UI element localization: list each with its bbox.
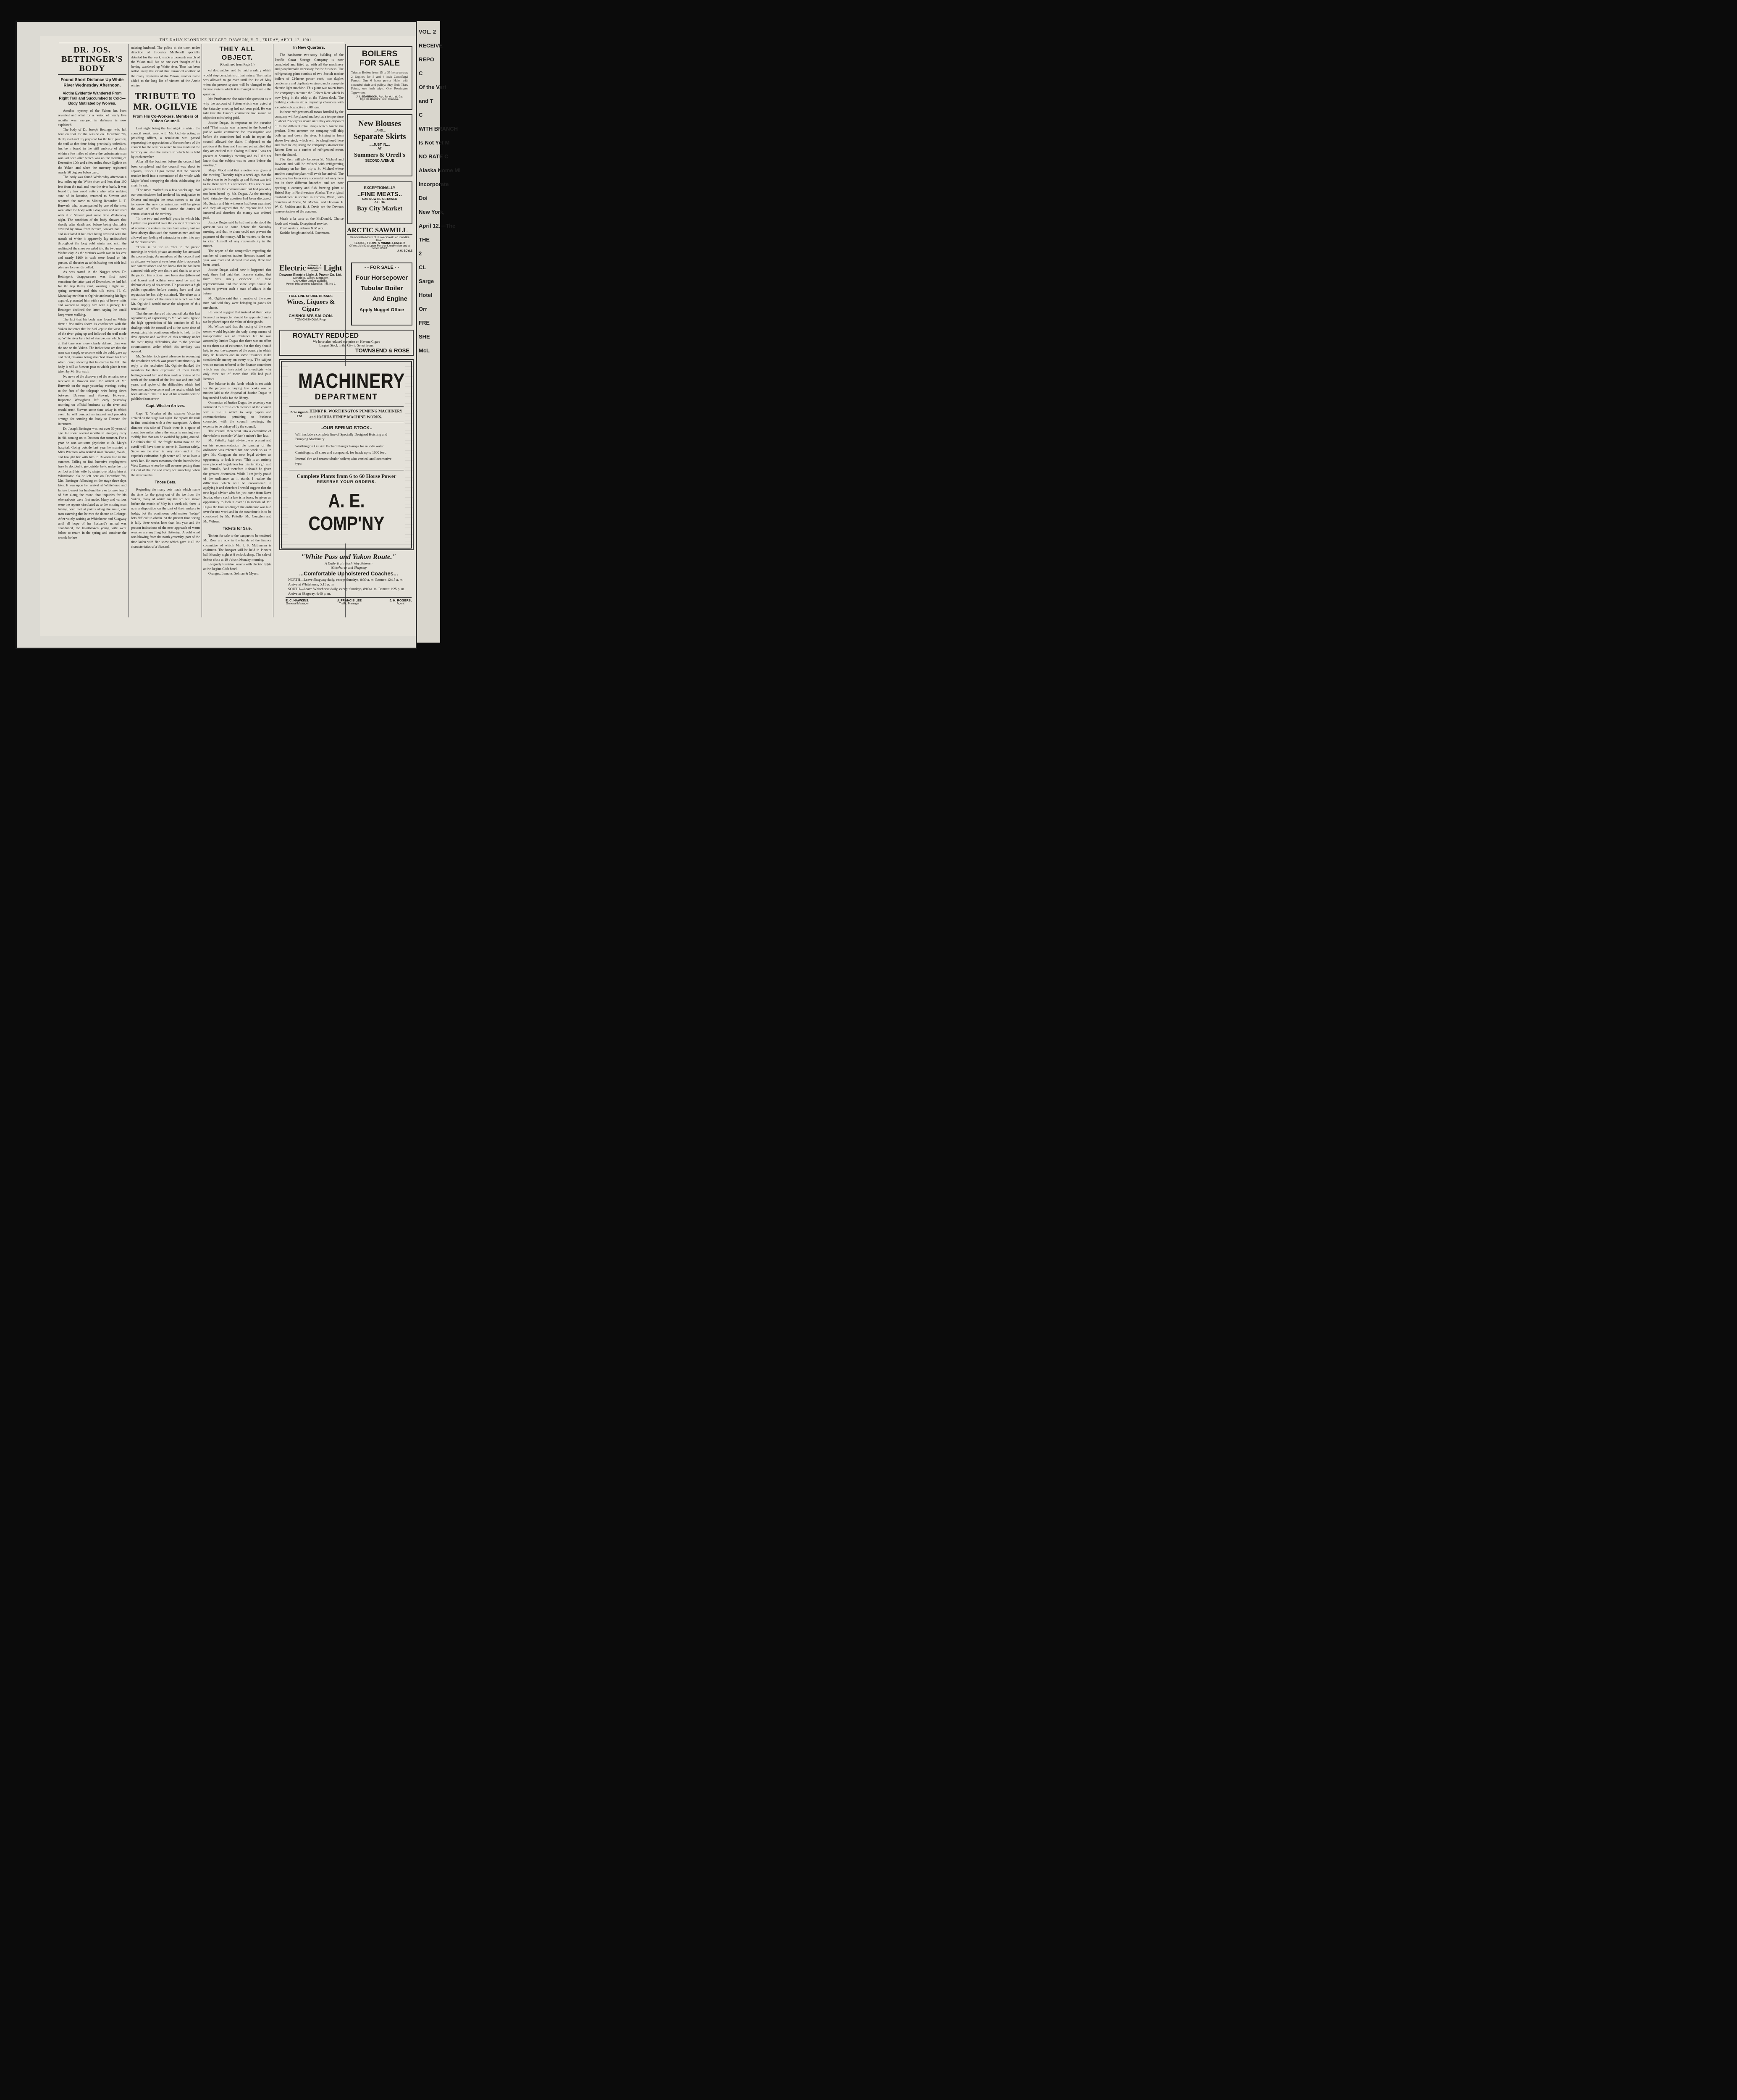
continued-note: (Continued from Page 1.)	[220, 63, 255, 66]
forsale-l3: Tubular Boiler	[360, 285, 403, 292]
machinery-s3: Centrifugals, all sizes and compound, for heads up to 1000 feet.	[295, 450, 386, 454]
ad-electric-light	[277, 264, 344, 289]
whitepass-l3: ...Comfortable Upholstered Coaches...	[299, 570, 398, 577]
royalty-l2: Largest Stock in the City to Select from.	[319, 344, 374, 347]
deck-ogilvie: From His Co-Workers, Members of Yukon Council.	[132, 114, 199, 123]
paragraph: ed dog catcher and be paid a salary which would stop complaints of that nature. The matter was allowed to go over until the 1st of May when the present system will be changed to the license system which it is thought will settle the question.	[203, 68, 271, 96]
machinery-s2: Worthington Outside Packed Plunger Pumps for muddy water.	[295, 444, 385, 448]
adjacent-page-fragment: Alaska Nome Mi	[419, 167, 461, 173]
sawmill-title: ARCTIC SAWMILL	[347, 227, 412, 235]
machinery-dept: DEPARTMENT	[315, 393, 378, 402]
boilers-addr: Opp. Dr. Bourke's Hotel, Third Ave.	[360, 98, 399, 101]
electric-company: Dawson Electric Light & Power Co. Ltd.	[279, 273, 342, 277]
boilers-text: Tubular Boilers from 15 to 35 horse power; 2 Engines for 5 and 6 inch Centrifugal Pumps; One 6 horse power Hoist with extended shaft and pulley; Stay Bolt Thaw Points, one inch pipe. One Remington Typewriter.	[351, 71, 408, 94]
paragraph: After all the business before the council had been completed and the council was about to adjourn, Justice Dugas moved that the council resolve itself into a committee of the whole with Major Wood occupying the chair. Addressing the chair he said:	[131, 160, 200, 187]
chisholm-line2: Wines, Liquors & Cigars	[286, 299, 335, 312]
chisholm-line1: FULL LINE CHOICE BRANDS	[289, 294, 333, 298]
machinery-sole: Sole Agents For	[290, 410, 309, 418]
paragraph: Justice Dugas asked how it happened that only three had paid their licenses stating that there was surely evidence of false representations and that some steps should be taken to prevent such a state of affairs in the future.	[203, 268, 271, 296]
adjacent-page-fragment: VOL. 2	[419, 29, 436, 35]
paragraph: The council then went into a committee of the whole to consider Wilson's miner's lien law.	[203, 429, 271, 438]
electric-manager: Donald B. Olson, Manager.	[293, 277, 329, 280]
meats-l4: AT THE	[374, 201, 385, 204]
adjacent-page-fragment: WITH BRANCH	[419, 126, 458, 132]
column-3	[203, 45, 271, 576]
adjacent-page-fragment: April 12.—The	[419, 223, 456, 229]
paragraph: The body was found Wednesday afternoon a few miles up the White river and less than 100 feet from the trail and near the river bank. It was found by two wood cutters who, after making sure of its location, returned to Stewart and reported the same to Mining Recorder L. T. Burwash who, accompanied by one of the men, went after the body with a dog team and returned with it to Stewart post some time Wednesday night. The condition of the body showed that shortly after death and before being charitably covered by snow from heaven, wolves had torn and mutilated it but after being covered with the mantle of white it apparently lay undisturbed throughout the long cold winter and until the melting of the snow revealed it to the two men on Wednesday. As the victim's watch was in his vest and nearly $100 in cash were found on his person, all theories as to his having met with foul play are forever dispelled.	[58, 175, 126, 269]
adjacent-page-fragment: Incorporate	[419, 181, 449, 187]
summers-l2: ...AND...	[373, 129, 386, 132]
whitepass-title: "White Pass and Yukon Route."	[301, 553, 396, 561]
adjacent-page-fragment: C	[419, 70, 423, 76]
paragraph: He would suggest that instead of their being licensed an inspector should be appointed and a tax be placed upon the value of their goods.	[203, 310, 271, 324]
adjacent-page-fragment: RECEIVE	[419, 42, 443, 49]
article-bettinger-body	[58, 108, 126, 540]
ad-bay-city-market	[347, 181, 412, 224]
headline-bettinger: DR. JOS. BETTINGER'S BODY	[58, 45, 126, 75]
adjacent-page-fragment: Orr	[419, 306, 428, 312]
adjacent-page-fragment: REPO	[419, 56, 434, 63]
meats-l2: ..FINE MEATS..	[357, 191, 402, 198]
headline-new-quarters: In New Quarters.	[293, 45, 325, 50]
paragraph: The report of the comptroller regarding the number of transient traders licenses issued last year was read and showed that only three had been issued.	[203, 249, 271, 267]
forsale-l1: - - FOR SALE - -	[364, 265, 399, 270]
meats-l3: CAN NOW BE OBTAINED	[362, 198, 397, 201]
paragraph: The fact that his body was found on White river a few miles above its confluence with the Yukon indicates that he had kept to the west side of the river going up and followed the trail made up White river by a lot of stampeders which trail at that time was more clearly defined than was the one on the Yukon. The indications are that the man was simply overcome with the cold, gave up and died, his arms being stretched above his head when found, showing that he died as he fell. The body is still at Stewart post to which place it was taken by Mr. Burwash.	[58, 318, 126, 374]
paragraph: In these refrigerators all meats handled by the company will be placed and kept at a temperature of about 20 degrees above until they are disposed of to the different retail shops which handle the product. Next summer the company will ship both up and down the river, bringing in from above live stock which will be slaughtered here and from below, using the company's steamer the Robert Kerr as a carrier of refrigerated meats from the Sound.	[275, 110, 344, 157]
adjacent-page-fragment: SHE	[419, 333, 430, 340]
paragraph: No news of the discovery of the remains were received in Dawson until the arrival of Mr. Burwash on the stage yesterday evening, owing to the fact of the telegraph wire being down between Dawson and Stewart. However, Inspector Wroughton left early yesterday morning on official business up the river and would reach Stewart some time today in which event he will conduct an inquest and probably arrange for sending the body to Dawson for interment.	[58, 374, 126, 426]
paragraph: The balance in the funds which is set aside for the purpose of buying law books was on motion laid at the disposal of Justice Dugas to buy needed books for the library.	[203, 381, 271, 400]
adjacent-page-strip	[416, 21, 461, 643]
machinery-s1: Will include a complete line of Specially Designed Hoisting and Pumping Machinery.	[295, 432, 387, 441]
article-quarters-body	[275, 52, 344, 214]
subhead-bets: Those Bets.	[155, 480, 176, 484]
subhead-tickets: Tickets for Sale.	[223, 526, 252, 530]
machinery-title: MACHINERY	[298, 369, 405, 393]
column-2	[131, 45, 200, 549]
paragraph: Another mystery of the Yukon has been revealed and what for a period of nearly five months was wrapped in darkness is now explained.	[58, 109, 126, 127]
ad-chisholm	[277, 292, 344, 320]
paragraph: Last night being the last night in which the council would meet with Mr. Ogilvie acting as presiding officer, a resolution was passed expressing the appreciation of the members of the council for the services which he has rendered the territory and also the esteem in which he is held by each member.	[131, 126, 200, 159]
whitepass-t2: Traffic Manager	[339, 602, 360, 605]
adjacent-page-fragment: Doi	[419, 195, 428, 201]
notice-oranges: Oranges, Lemons. Selman & Myers.	[208, 572, 259, 576]
adjacent-page-fragment: FRE	[419, 320, 430, 326]
article-whalen-body: Capt. T. Whalen of the steamer Victorian arrived on the stage last night. He reports the trail in fine condition with a few exceptions. A short distance this side of Thistle there is a space of about two miles where the water is running very swiftly, but that can be avoided by going around. He thinks that all the freight teams now on the cutoff will have time to arrive in Dawson safely. Snow on the river is very deep and in the captain's estimation high water will be at least a week late. He starts tomorrow for the boats below West Dawson where he will oversee getting them cut out of the ice and ready for launching when the river breaks.	[131, 411, 200, 477]
forsale-l2: Four Horsepower	[355, 274, 408, 281]
light-word: Light	[323, 264, 342, 273]
whitepass-l1: A Daily Train Each Way Between	[325, 561, 373, 565]
adjacent-page-fragment: New York,	[419, 209, 445, 215]
summers-l4: ....JUST IN....	[369, 143, 390, 147]
sawmill-l1: Removed to Mouth of Hunker Creek, on Klondike River.	[350, 236, 409, 242]
paragraph: "There is no use to refer to the public meetings in which private animosity has actuated the proceedings. As members of the council and as citizens we have always been able to approach our commissioner and we know that he has been actuated with only one desire and that is to serve the public. His actions have been straightforward and honest and nothing ever need be said in defense of any of his actions. He possessed a high public reputation before coming here and that reputation he has ably sustained. Therefore as a small expression of the esteem in which we hold Mr. Ogilvie I would move the adoption of this resolution:"	[131, 245, 200, 311]
column-1	[58, 45, 126, 540]
machinery-reserve: RESERVE YOUR ORDERS.	[317, 480, 376, 484]
machinery-inner	[288, 366, 405, 543]
deck-bettinger-1: Found Short Distance Up White River Wednesday Afternoon.	[60, 78, 124, 88]
paragraph: Justice Dugas, in response to the question said "That matter was referred to the board of public works committee for investigation and before the committee had made its report the council allowed the claim. I objected to the petition at the time and I am not yet satisfied that they are entitled to it. Owing to illness I was not present at Saturday's meeting and as I did not know that the subject was to come before the meeting."	[203, 121, 271, 168]
ad-white-pass	[286, 553, 412, 615]
whitepass-north: NORTH—Leave Skagway daily, except Sundays, 8:30 a. m. Bennett 12:15 a. m. Arrive at Whitehorse, 5:15 p. m.	[288, 578, 404, 586]
paragraph: "The news reached us a few weeks ago that our commissioner had tendered his resignation to Ottawa and tonight the news comes to us that tomorrow the new commissioner will be given the oath of office and assume the duties of commissioner of the territory.	[131, 188, 200, 216]
article-object-body	[203, 68, 271, 524]
ad-for-sale-boiler	[351, 262, 412, 326]
ad-machinery	[279, 359, 414, 550]
ad-royalty-reduced	[279, 330, 414, 356]
article-bets-body: Regarding the many bets made which name the time for the going out of the ice from the Yukon, many of which say the ice will move before the month of May is a week old, there is now a disposition on the part of their makers to hedge, but the continuous cold makes "hedge" bets difficult to obtain. At the present time spring is fully three weeks later than last year and the present indications of the near approach of warm weather are anything but flattering. A cold wind was blowing from the north yesterday, part of the time laden with fine snow which gave it all the characteristics of a blizzard.	[131, 488, 200, 549]
article-ogilvie-body	[131, 126, 200, 401]
subhead-whalen: Capt. Whalen Arrives.	[146, 404, 185, 408]
notice-rooms: Elegantly furnished rooms with electric lights at the Regina Club hotel.	[203, 562, 271, 571]
sawmill-l4: J. W. BOYLE	[397, 250, 412, 252]
summers-l1: New Blouses	[358, 119, 401, 128]
page-masthead: THE DAILY KLONDIKE NUGGET: DAWSON, Y. T., FRIDAY, APRIL 12, 1901	[160, 38, 312, 42]
electric-office: City Office Joslyn Building.	[293, 280, 328, 283]
paragraph: Major Wood said that a notice was given at the meeting Thursday night a week ago that the subject was to be brought up and Sutton was told to be there with his witnesses. This notice was given out by the commissioner but had probably not been heard by Mr. Dugas. At the meeting held Saturday the question had been discussed. Mr. Sutton and his witnesses had been examined and they all agreed that the expense had been incurred and therefore the money was ordered paid.	[203, 168, 271, 220]
paragraph: Mr. Wilson said that the taxing of the scow owner would legislate the only cheap means of transportation out of existence but he was assured by Justice Dugas that there was no effort to tax them out of existence, but that they should help to bear the expenses of the country in which they do business and in some instances make considerable money on every trip. The subject was on motion referred to the finance committee which was also instructed to investigate why only three out of more than 150 had paid licenses.	[203, 325, 271, 381]
adjacent-page-fragment: Is Not Yet M	[419, 139, 450, 146]
whitepass-t1: General Manager	[286, 602, 309, 605]
paragraph: As was stated in the Nugget when Dr. Bettinger's disappearance was first noted sometime the latter part of December, he had left for the trip thinly clad, wearing a light suit, spring overcoat and thin silk mitts. H. C. Macaulay met him at Ogilvie and noting his light apparel, presented him with a pair of heavy mitts and wanted to supply him with a parkey, but Bettinger declined the latter, saying he could keep warm walking.	[58, 270, 126, 317]
column-4	[275, 45, 344, 236]
headline-they-all-object: THEY ALL OBJECT.	[219, 46, 255, 61]
machinery-s4: Internal fire and return tubular boilers; also vertical and locomotive type.	[295, 457, 392, 465]
forsale-l4: And Engine	[372, 295, 407, 302]
paragraph: The body of Dr. Joseph Bettinger who left here on foot for the outside on December 7th, thinly clad and illy prepared for the hard journey, the trail at that time being practically unbroken, has be n found in the still embrace of death within a few miles of where the unfortunate man was last seen alive which was on the morning of December 10th and a few miles above Ogilvie on the Yukon and when the mercury registered nearly 50 degrees below zero.	[58, 128, 126, 174]
machinery-spring: ..OUR SPRING STOCK..	[320, 425, 373, 430]
notice: Meals a la carte at the McDonald. Choice foods and viands. Exceptional service.	[275, 217, 344, 226]
electric-power: Power House near Klondike. Tel. No 1	[286, 283, 336, 286]
machinery-agent1: HENRY R. WORTHINGTON PUMPING MACHINERY	[310, 409, 403, 413]
paragraph: "In the two and one-half years in which Mr. Ogilvie has presided over the council differences of opinion on certain matters have arisen, but we have always discussed the matter as men and not allowed any feeling of animosity to enter into any of the discussions.	[131, 216, 200, 244]
adjacent-page-fragment: CL	[419, 264, 426, 270]
whitepass-n1: E. C. HAWKINS,	[286, 598, 310, 602]
boilers-title2: FOR SALE	[359, 59, 400, 68]
summers-l3: Separate Skirts	[353, 132, 406, 141]
whitepass-n2: J. FRANCIS LEE	[337, 598, 362, 602]
notices	[275, 216, 344, 235]
adjacent-page-fragment: THE	[419, 236, 430, 243]
chisholm-line3: CHISHOLM'S SALOON.	[289, 314, 333, 318]
chisholm-line4: TOM CHISHOLM, Prop.	[295, 318, 327, 321]
paragraph: Mr. Senkler took great pleasure in seconding the resolution which was passed unanimously. In reply to the resolution Mr. Ogilvie thanked the members for their expression of their kindly feeling toward him and then made a review of the work of the council of the last two and one-half years, and spoke of the difficulties which had been met and overcome and the results which had been attained. The full text of his remarks will be published tomorrow.	[131, 354, 200, 401]
notice: Fresh oysters. Selman & Myers.	[280, 226, 324, 230]
paragraph: Mr. Prudhomme also raised the question as to why the account of Sutton which was voted at the Saturday meeting had not been paid. He was told that the finance committee had raised an objection to its being paid.	[203, 97, 271, 120]
summers-l6: Summers & Orrell's	[354, 152, 405, 158]
paragraph: The Kerr will ply between St. Michael and Dawson and will be refitted with refrigerating machinery on her first trip to St. Michael where another complete plant will await her arrival. The company has been very successful not only here but in their different branches and are now opening a cannery and fish freezing plant at Bristol Bay in Northwestern Alaska. The original establishment is located in Tacoma, Wash., with branches at Nome, St. Michael and Dawson. F. W. C. Seddon and R. J. Davis are the Dawson representatives of the concern.	[275, 157, 344, 214]
adjacent-page-fragment: Hotel	[419, 292, 433, 298]
meats-l1: EXCEPTIONALLY	[364, 186, 396, 190]
boilers-title1: BOILERS	[362, 50, 398, 58]
sawmill-l3: Offices: At Mill, at Upper Ferry on Klondike river and at Borie's Wharf.	[349, 245, 410, 250]
adjacent-page-fragment: NO RATE C	[419, 153, 449, 160]
whitepass-south: SOUTH—Leave Whitehorse daily, except Sundays, 8:00 a. m. Bennett 1:25 p. m. Arrive at Skagway, 4:40 p. m.	[288, 587, 405, 596]
machinery-agent2: and JOSHUA HENDY MACHINE WORKS.	[310, 415, 382, 419]
adjacent-page-fragment: 2	[419, 250, 422, 257]
whitepass-n3: J. H. ROGERS,	[389, 598, 412, 602]
headline-ogilvie: TRIBUTE TO MR. OGILVIE	[133, 90, 198, 112]
paragraph: On motion of Justice Dugas the secretary was instructed to furnish each member of the council with a file in which to keep papers and communications pertaining to business connected with the council meetings, the expense to be defrayed by the council.	[203, 401, 271, 428]
adjacent-page-fragment: C	[419, 112, 423, 118]
summers-l5: AT	[377, 147, 382, 150]
notice: Kodaks bought and sold. Goetzman.	[280, 231, 330, 235]
paragraph: That the members of this council take this last opportunity of expressing to Mr. William Ogilvie the high appreciation of his conduct in all his dealings with the council and at the same time of recognizing his continuous efforts to help in the development and welfare of this territory under the most trying difficulties, due to the peculiar circumstances under which this territory was opened.	[131, 311, 200, 354]
paragraph: Mr. Ogilvie said that a number of the scow men had said they were bringing in goods for merchants.	[203, 296, 271, 310]
ad-arctic-sawmill	[347, 227, 412, 258]
ad-boilers	[347, 46, 412, 110]
article-tickets-body: Tickets for sale to the banquet to be tendered Mr. Ross are now in the hands of the finance committee of which Mr. J. P. McLennan is chairman. The banquet will be held in Pioneer hall Monday night at 8 o'clock sharp. The sale of tickets close at 10 o'clock Monday morning.	[203, 534, 271, 562]
paragraph: Mr. Pattullo, legal adviser, was present and on his recommendation the passing of the ordinance was referred for one week so as to give Mr. Congdon the new legal adviser an opportunity to look it over. "This is an entirely new piece of legislation for this territory," said Mr. Pattullo, "and therefore it should be given the greatest discussion. While I am justly proud of the ordinance as it stands I realize the difficulties which will be encountered in applying it and therefore I would suggest that the new legal adviser who has just come from Nova Scotia, where such a law is in force, be given an opportunity to look it over." On motion of Mr. Dugas the final reading of the ordinance was laid over for one week and in the meantime it is to be considered by Mr. Pattullo, Mr. Congdon and Mr. Wilson.	[203, 438, 271, 523]
electric-steady: A Steady · A Satisfactory · A Safe	[307, 265, 322, 272]
boilers-agent: J. I. SEABROOK, Agt. for A. I. W. Co.	[356, 95, 403, 98]
whitepass-t3: Agent	[396, 602, 404, 605]
machinery-plants: Complete Plants from 6 to 60 Horse Power	[289, 470, 404, 480]
paragraph: Justice Dugas said he had not understood the question was to come before the Saturday meeting, and that he alone could not prevent the payment of the money. All he wanted to do was to clear himself of any responsibility in the matter.	[203, 220, 271, 248]
paragraph: The handsome two-story building of the Pacific Coast Storage Company is now completed and fitted up with all the machinery and paraphernalia necessary for the business. The refrigerating plant consists of two Scotch marine boilers of 22-horse power each, two duplex condensers and duplicate engines, and a complete electric light machine. This plant was taken from the company's steamer the Robert Kerr which is now lying in the eddy at the Yukon dock. The building contains six refrigerating chambers with a combined capacity of 600 tons.	[275, 53, 344, 109]
electric-word: Electric	[279, 264, 306, 273]
forsale-l5: Apply Nugget Office	[359, 307, 404, 312]
royalty-title: ROYALTY REDUCED	[293, 332, 359, 339]
royalty-l1: We have also reduced our price on Havana Cigars	[313, 340, 380, 344]
summers-l7: SECOND AVENUE	[365, 159, 394, 163]
machinery-company: A. E. COMP'NY	[308, 490, 385, 534]
article-bettinger-continued: missing husband. The police at the time, under direction of Inspector McDonell specially detailed for the work, made a thorough search of the Yukon trail, but no one ever thought of his having wandered up White river. Thus has been rolled away the cloud that shrouded another of the many mysteries of the Yukon, another name added to the long list of victims of the Arctic winter.	[131, 46, 200, 88]
adjacent-page-fragment: Sarge	[419, 278, 434, 284]
paragraph: Dr. Joseph Bettinger was not over 30 years of age. He spent several months in Skagway early in '98, coming on to Dawson that summer. For a year he was assistant physician at St. Mary's hospital. Going outside last year he married a Miss Peterson who resided near Tacoma, Wash., and brought her with him to Dawson late in the summer. Failing to find lucrative employment here he decided to go outside, he to make the trip on foot and his wife by stage, overtaking him at Whitehorse. So he left here on December 7th, Mrs. Bettinger following on the stage three days later. It was upon her arrival at Whitehorse and failure to meet her husband there or to have heard of him along the route, that inquiries for his whereabouts were first made. Many and various were the reports circulated as to the missing man having been met at points along the route, one man asserting that he met the doctor on Lebarge. After vainly waiting at Whitehorse and Skagway until all hope of her husband's arrival was abandoned, the heartbroken young wife went below to return in the spring and continue the search for her	[58, 426, 126, 540]
sawmill-l2: SLUICE, FLUME & MINING LUMBER	[354, 242, 405, 245]
meats-l5: Bay City Market	[357, 205, 403, 212]
adjacent-page-fragment: Of the Vari	[419, 84, 446, 90]
adjacent-page-fragment: McL	[419, 347, 430, 354]
ad-summers-orrell	[347, 114, 412, 176]
royalty-l3: TOWNSEND & ROSE	[355, 347, 409, 354]
whitepass-l2: Whitehorse and Skagway	[331, 565, 367, 570]
adjacent-page-fragment: and T	[419, 98, 433, 104]
deck-bettinger-2: Victim Evidently Wandered From Right Trail and Succumbed to Cold—Body Mutilated by Wolves.	[59, 91, 126, 105]
